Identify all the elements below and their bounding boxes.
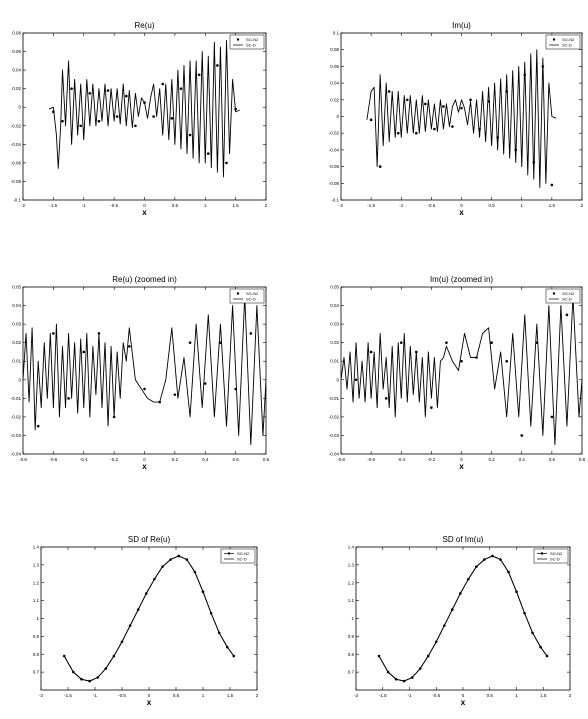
data-point-sg-n2	[63, 655, 66, 658]
data-point-sg-n2	[460, 107, 463, 110]
data-point-sg-n2	[536, 341, 539, 344]
data-point-sg-n2	[460, 360, 463, 363]
x-tick-label: -0.2	[110, 457, 119, 462]
x-tick-label: -1.5	[378, 693, 387, 698]
panel-im-zoom	[329, 275, 586, 471]
y-tick-label: 1.3	[32, 562, 39, 568]
y-tick-label: 0	[18, 104, 21, 110]
legend-label: SG-N2	[562, 37, 575, 42]
data-point-sg-n2	[204, 382, 207, 385]
x-tick-label: 0.5	[486, 693, 493, 698]
y-tick-label: 0.05	[330, 284, 339, 290]
x-tick-label: -1	[92, 693, 98, 698]
y-tick-label: 0.04	[330, 80, 339, 86]
legend	[546, 35, 580, 49]
plot-frame	[356, 547, 570, 690]
data-point-sg-n2	[61, 120, 64, 123]
y-tick-label: -0.04	[328, 147, 339, 153]
data-point-sg-n2	[523, 612, 526, 615]
x-tick-label: 0.5	[171, 203, 179, 208]
data-point-sg-n2	[186, 558, 189, 561]
x-tick-label: -0.8	[19, 457, 27, 462]
data-point-sg-n2	[105, 667, 108, 670]
y-tick-label: 0.01	[330, 358, 339, 364]
data-point-sg-n2	[443, 624, 446, 627]
data-point-sg-n2	[491, 555, 494, 558]
y-tick-label: -0.01	[328, 395, 339, 401]
data-point-sg-n2	[161, 83, 164, 86]
data-point-sg-n2	[397, 132, 400, 135]
panel-title: Im(u)	[452, 21, 471, 30]
legend-swatch-marker	[237, 38, 239, 40]
data-point-sg-n2	[52, 111, 55, 114]
x-tick-label: 0.5	[488, 203, 495, 208]
panel-re-zoom	[11, 275, 270, 471]
data-point-sg-n2	[451, 125, 454, 128]
data-point-sg-n2	[107, 89, 110, 92]
x-tick-label: 1	[203, 203, 207, 208]
x-tick-label: -0.2	[427, 457, 436, 462]
y-tick-label: -0.01	[10, 395, 21, 401]
data-point-sg-n2	[490, 341, 493, 344]
y-tick-label: -0.04	[10, 141, 21, 147]
x-tick-label: 0	[147, 693, 151, 698]
x-tick-label: -0.6	[49, 457, 58, 462]
data-point-sg-n2	[234, 108, 237, 111]
data-point-sg-n2	[475, 565, 478, 568]
legend-label: SC-D	[562, 296, 572, 302]
data-point-sg-n2	[467, 578, 470, 581]
x-tick-label: 1.5	[548, 203, 556, 208]
x-tick-label: 0.6	[548, 457, 556, 462]
y-tick-label: 0.08	[330, 47, 339, 53]
data-point-sg-n2	[400, 341, 403, 344]
data-point-sg-n2	[250, 332, 253, 335]
y-tick-label: 0.04	[330, 303, 339, 309]
data-point-sg-n2	[98, 120, 101, 123]
data-point-sg-n2	[198, 73, 201, 76]
x-tick-label: 0	[461, 693, 465, 698]
data-point-sg-n2	[435, 640, 438, 643]
panel-title: Re(u)	[134, 21, 155, 30]
y-tick-label: 0	[336, 114, 339, 119]
y-tick-label: 0.01	[12, 358, 21, 364]
y-tick-label: 1	[351, 616, 354, 621]
data-point-sg-n2	[113, 416, 116, 419]
data-point-sg-n2	[388, 90, 391, 93]
x-tick-label: -1	[399, 203, 404, 208]
y-tick-label: 0.06	[12, 49, 21, 55]
y-tick-label: 0.08	[12, 30, 21, 36]
x-tick-label: 0.5	[172, 693, 180, 698]
data-point-sg-n2	[232, 655, 235, 658]
plot-frame	[23, 33, 266, 200]
x-tick-label: 1.5	[226, 693, 234, 698]
data-point-sg-n2	[116, 115, 119, 118]
data-point-sg-n2	[451, 608, 454, 611]
y-tick-label: 0.06	[330, 63, 339, 69]
data-point-sg-n2	[496, 136, 499, 139]
data-point-sg-n2	[171, 117, 174, 120]
x-tick-label: -0.6	[367, 457, 376, 462]
data-point-sg-n2	[88, 680, 91, 683]
panel-im	[329, 21, 584, 217]
y-tick-label: 0.7	[32, 669, 39, 675]
panel-title: SD of Re(u)	[127, 535, 171, 544]
y-tick-label: 0.02	[330, 340, 339, 346]
data-point-sg-n2	[125, 95, 128, 98]
y-tick-label: 0.1	[332, 30, 339, 36]
y-tick-label: -0.03	[328, 432, 339, 438]
legend-label: SG-N2	[246, 37, 259, 42]
data-point-sg-n2	[459, 592, 462, 595]
data-point-sg-n2	[96, 676, 99, 679]
legend	[230, 289, 264, 303]
data-point-sg-n2	[128, 345, 131, 348]
y-tick-label: 1.1	[347, 598, 354, 604]
data-point-sg-n2	[79, 124, 82, 127]
data-point-sg-n2	[143, 101, 146, 104]
panel-sd-re	[33, 535, 259, 707]
data-point-sg-n2	[194, 571, 197, 574]
x-tick-label: -0.5	[427, 203, 436, 208]
data-point-sg-n2	[514, 149, 517, 152]
x-tick-label: 1	[520, 203, 524, 208]
x-tick-label: 2	[580, 203, 584, 208]
data-point-sg-n2	[370, 119, 373, 122]
data-point-sg-n2	[189, 341, 192, 344]
data-point-sg-n2	[216, 64, 219, 67]
x-tick-label: 0	[460, 203, 463, 208]
panel-re	[11, 21, 268, 217]
data-point-sg-n2	[134, 124, 137, 127]
legend	[534, 549, 568, 563]
x-tick-label: 0.2	[488, 457, 495, 462]
data-point-sg-n2	[158, 401, 161, 404]
x-tick-label: -1.5	[367, 203, 376, 208]
data-point-sg-n2	[37, 425, 40, 428]
x-tick-label: 0.4	[202, 457, 209, 462]
data-point-sg-n2	[478, 128, 481, 131]
y-tick-label: 0.8	[32, 651, 39, 657]
data-point-sg-n2	[169, 558, 172, 561]
data-point-sg-n2	[378, 655, 381, 658]
data-point-sg-n2	[445, 341, 448, 344]
data-point-sg-n2	[415, 132, 418, 135]
x-tick-label: -0.4	[397, 457, 406, 462]
x-tick-label: -1	[407, 693, 412, 698]
data-point-sg-n2	[483, 558, 486, 561]
data-point-sg-n2	[566, 314, 569, 317]
x-axis-label: x	[142, 208, 147, 217]
y-tick-label: 1.4	[32, 544, 39, 550]
y-tick-label: -0.08	[10, 178, 21, 184]
legend-label: SC-D	[550, 556, 560, 562]
data-point-sg-n2	[177, 555, 180, 558]
y-tick-label: 0.02	[12, 340, 21, 346]
x-tick-label: 1	[515, 693, 518, 698]
y-tick-label: 0.9	[347, 633, 354, 639]
y-tick-label: 0	[336, 377, 339, 383]
data-point-sg-n2	[153, 578, 156, 581]
legend	[546, 289, 580, 303]
panel-title: SD of Im(u)	[442, 535, 484, 544]
data-point-sg-n2	[143, 388, 146, 391]
data-point-sg-n2	[210, 612, 213, 615]
data-point-sg-n2	[202, 590, 205, 593]
y-tick-label: 1.3	[347, 562, 354, 568]
data-point-sg-n2	[370, 351, 373, 354]
y-tick-label: -0.04	[10, 451, 21, 457]
data-point-sg-n2	[52, 332, 55, 335]
data-point-sg-n2	[515, 590, 518, 593]
data-point-sg-n2	[219, 341, 222, 344]
y-tick-label: -0.02	[328, 414, 339, 420]
data-point-sg-n2	[67, 397, 70, 400]
x-tick-label: -0.8	[337, 457, 345, 462]
legend-label: SC-D	[246, 42, 256, 48]
y-tick-label: -0.03	[10, 432, 21, 438]
y-tick-label: -0.1	[331, 197, 339, 203]
x-tick-label: 1.5	[232, 203, 239, 208]
data-point-sg-n2	[180, 87, 183, 90]
data-point-sg-n2	[98, 332, 101, 335]
data-point-sg-n2	[415, 351, 418, 354]
x-tick-label: 0	[460, 457, 463, 462]
data-point-sg-n2	[487, 100, 490, 103]
legend-swatch-marker	[541, 552, 543, 554]
x-tick-label: -1	[81, 203, 86, 208]
data-point-sg-n2	[395, 678, 398, 681]
y-tick-label: 1.1	[32, 598, 39, 604]
data-point-sg-n2	[234, 388, 237, 391]
x-tick-label: 1.5	[540, 693, 547, 698]
data-point-sg-n2	[189, 134, 192, 137]
x-tick-label: 0	[143, 457, 146, 462]
data-point-sg-n2	[523, 73, 526, 76]
data-point-sg-n2	[70, 87, 73, 90]
data-point-sg-n2	[433, 128, 436, 131]
data-point-sg-n2	[442, 105, 445, 108]
panel-sd-im	[348, 535, 572, 707]
x-tick-label: -1.5	[64, 693, 72, 698]
data-point-sg-n2	[507, 571, 510, 574]
x-axis-label: x	[459, 462, 464, 471]
y-tick-label: 1.2	[347, 580, 354, 586]
x-tick-label: -2	[353, 693, 359, 698]
data-point-sg-n2	[137, 608, 140, 611]
data-point-sg-n2	[129, 624, 132, 627]
x-tick-label: -0.5	[432, 693, 441, 698]
data-point-sg-n2	[551, 416, 554, 419]
data-point-sg-n2	[406, 99, 409, 102]
data-point-sg-n2	[531, 632, 534, 635]
data-point-sg-n2	[379, 165, 382, 168]
legend-label: SG-N2	[562, 291, 575, 296]
x-tick-label: 2	[568, 693, 572, 698]
legend-label: SG-N2	[246, 291, 259, 296]
y-tick-label: -0.08	[328, 180, 339, 186]
legend-label: SG-N2	[550, 551, 563, 556]
x-tick-label: 0.6	[232, 457, 239, 462]
panel-title: Im(u) (zoomed in)	[429, 275, 494, 284]
legend-swatch-marker	[553, 38, 555, 40]
data-point-sg-n2	[161, 565, 164, 568]
data-point-sg-n2	[226, 646, 229, 649]
x-tick-label: 0.2	[171, 457, 179, 462]
y-tick-label: -0.02	[10, 123, 21, 129]
legend	[221, 549, 255, 563]
data-point-sg-n2	[546, 655, 549, 658]
data-point-sg-n2	[469, 99, 472, 102]
y-tick-label: 0.7	[347, 669, 354, 675]
y-tick-label: -0.02	[10, 414, 21, 420]
x-tick-label: -2	[38, 693, 44, 698]
x-tick-label: 0.8	[262, 457, 270, 462]
data-point-sg-n2	[207, 152, 210, 155]
x-tick-label: -0.5	[118, 693, 126, 698]
data-point-sg-n2	[89, 92, 92, 95]
data-point-sg-n2	[174, 393, 177, 396]
y-tick-label: -0.02	[328, 130, 339, 136]
y-tick-label: 0.04	[12, 303, 21, 309]
y-tick-label: 0.04	[12, 67, 21, 73]
legend	[230, 35, 264, 49]
y-tick-label: -0.06	[10, 160, 21, 166]
y-tick-label: 0.9	[32, 633, 39, 639]
x-axis-label: x	[146, 698, 152, 707]
data-point-sg-n2	[403, 680, 406, 683]
data-point-sg-n2	[82, 351, 85, 354]
x-axis-label: x	[460, 698, 466, 707]
data-point-sg-n2	[505, 90, 508, 93]
y-tick-label: 1	[36, 616, 39, 621]
data-point-sg-n2	[533, 161, 536, 164]
data-point-sg-n2	[72, 671, 75, 674]
y-tick-label: 0.03	[330, 321, 339, 327]
legend-label: SC-D	[562, 42, 572, 48]
legend-swatch-marker	[237, 292, 239, 294]
panel-title: Re(u) (zoomed in)	[112, 275, 177, 284]
x-tick-label: 1	[201, 693, 205, 698]
x-axis-label: x	[142, 462, 147, 471]
x-tick-label: 2	[255, 693, 259, 698]
legend-swatch-marker	[228, 552, 230, 554]
y-tick-label: -0.06	[328, 164, 339, 170]
y-tick-label: 0	[18, 377, 21, 383]
x-tick-label: 0	[143, 203, 146, 208]
data-point-sg-n2	[499, 558, 502, 561]
data-point-sg-n2	[411, 676, 414, 679]
x-tick-label: -0.5	[110, 203, 119, 208]
x-tick-label: 0.4	[518, 457, 525, 462]
x-tick-label: -2	[20, 203, 26, 208]
y-tick-label: 1.4	[347, 544, 354, 550]
plot-frame	[41, 547, 257, 690]
legend-label: SG-N2	[237, 551, 250, 556]
y-tick-label: 0.8	[347, 651, 354, 657]
data-point-sg-n2	[505, 360, 508, 363]
x-tick-label: -1.5	[49, 203, 58, 208]
data-point-sg-n2	[80, 678, 83, 681]
x-tick-label: -2	[338, 203, 344, 208]
data-point-sg-n2	[430, 406, 433, 409]
data-point-sg-n2	[113, 655, 116, 658]
x-tick-label: 0.8	[578, 457, 586, 462]
x-tick-label: 2	[264, 203, 268, 208]
data-point-sg-n2	[145, 592, 148, 595]
legend-label: SC-D	[237, 556, 247, 562]
data-point-sg-n2	[419, 667, 422, 670]
data-point-sg-n2	[355, 378, 358, 381]
data-point-sg-n2	[551, 184, 554, 187]
legend-label: SC-D	[246, 296, 256, 302]
data-point-sg-n2	[424, 103, 427, 106]
data-point-sg-n2	[387, 671, 390, 674]
x-axis-label: x	[459, 208, 464, 217]
data-point-sg-n2	[427, 655, 430, 658]
x-tick-label: -0.4	[79, 457, 88, 462]
y-tick-label: -0.1	[13, 197, 21, 203]
data-point-sg-n2	[225, 162, 228, 165]
data-point-sg-n2	[218, 632, 221, 635]
data-point-sg-n2	[539, 646, 542, 649]
y-tick-label: 0.02	[330, 97, 339, 103]
y-tick-label: 0.05	[12, 284, 21, 290]
y-tick-label: 0.03	[12, 321, 21, 327]
data-point-sg-n2	[542, 65, 545, 68]
y-tick-label: -0.04	[328, 451, 339, 457]
data-point-sg-n2	[520, 434, 523, 437]
data-point-sg-n2	[121, 640, 124, 643]
y-tick-label: 1.2	[32, 580, 39, 586]
y-tick-label: 0.02	[12, 86, 21, 92]
data-point-sg-n2	[385, 397, 388, 400]
data-point-sg-n2	[152, 115, 155, 118]
data-point-sg-n2	[475, 356, 478, 359]
legend-swatch-marker	[553, 292, 555, 294]
